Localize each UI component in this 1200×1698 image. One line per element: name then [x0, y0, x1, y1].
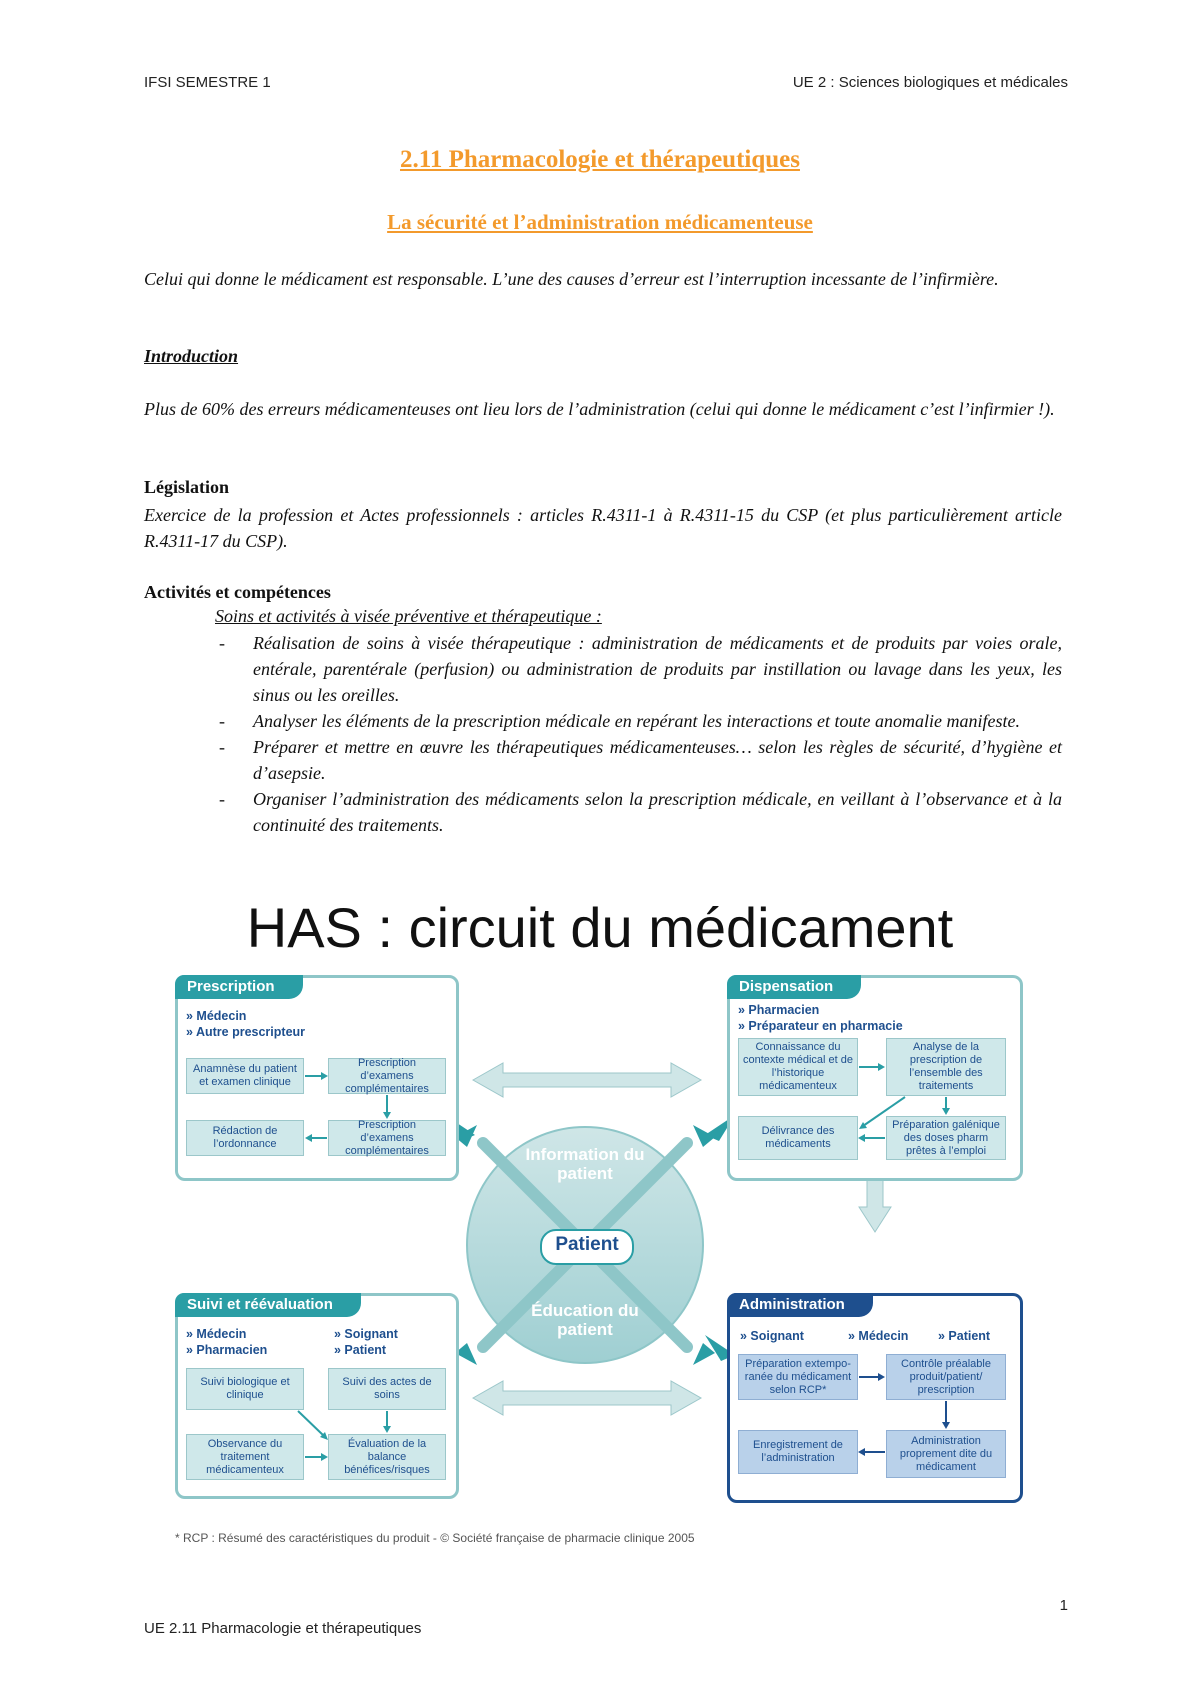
list-item: - Réalisation de soins à visée thérapeutique : administration de médicaments et de produits par voies orale, entérale, parentérale (perfusion) ou administration de produits par instillation ou lavage dans les yeux, les sinus ou les oreilles.: [215, 630, 1062, 708]
panel-prescription-title: Prescription: [175, 975, 303, 999]
center-patient-label: Patient: [555, 1234, 619, 1255]
box-enregistrement: Enregistrement de l’administration: [738, 1430, 858, 1474]
legislation-text: Exercice de la profession et Actes professionnels : articles R.4311-1 à R.4311-15 du CSP (et plus particulièrement article R.4311-17 du CSP).: [144, 505, 1062, 551]
actor-label: » Patient: [938, 1329, 991, 1343]
prescription-arrows: [178, 978, 456, 1178]
center-info-label: Information du patient: [525, 1145, 645, 1183]
box-preparation-extemporanee: Préparation extempo-ranée du médicament selon RCP*: [738, 1354, 858, 1400]
panel-administration: [727, 1293, 1023, 1503]
box-preparation-galenique: Préparation galénique des doses pharm prêtes à l’emploi: [886, 1116, 1006, 1160]
suivi-arrows: [178, 1296, 456, 1496]
double-arrow-bottom: [473, 1381, 701, 1415]
header-right: UE 2 : Sciences biologiques et médicales: [792, 74, 1068, 91]
footer-text: UE 2.11 Pharmacologie et thérapeutiques: [144, 1620, 422, 1637]
panel-suivi: [175, 1293, 459, 1499]
box-delivrance: Délivrance des médicaments: [738, 1116, 858, 1160]
header-left: IFSI SEMESTRE 1: [144, 74, 271, 91]
diagram-footnote: * RCP : Résumé des caractéristiques du produit - © Société française de pharmacie clinique 2005: [175, 1531, 695, 1545]
box-prescription-examens-2: Prescription d’examens complémentaires: [328, 1120, 446, 1156]
panel-suivi-title: Suivi et réévaluation: [175, 1293, 361, 1317]
list-item: - Analyser les éléments de la prescription médicale en repérant les interactions et toute anomalie manifeste.: [215, 708, 1062, 734]
center-education-label: Éducation du patient: [531, 1301, 639, 1339]
intro-paragraph: Celui qui donne le médicament est responsable. L’une des causes d’erreur est l’interruption incessante de l’infirmière.: [144, 269, 999, 289]
actor-label: » Médecin: [186, 1009, 247, 1023]
box-suivi-actes: Suivi des actes de soins: [328, 1368, 446, 1410]
actor-label: » Préparateur en pharmacie: [738, 1019, 903, 1033]
arrowhead-to-administration: [693, 1343, 715, 1365]
box-prescription-examens-1: Prescription d’examens complémentaires: [328, 1058, 446, 1094]
page-number: 1: [1059, 1597, 1068, 1614]
box-analyse-prescription: Analyse de la prescription de l’ensemble des traitements: [886, 1038, 1006, 1096]
actor-label: » Patient: [334, 1343, 387, 1357]
list-item: - Préparer et mettre en œuvre les thérapeutiques médicamenteuses… selon les règles de sécurité, d’hygiène et d’asepsie.: [215, 734, 1062, 786]
introduction-text: Plus de 60% des erreurs médicamenteuses ont lieu lors de l’administration (celui qui donne le médicament c’est l’infirmier !).: [144, 399, 1055, 419]
box-administration-proprement: Administration proprement dite du médicament: [886, 1430, 1006, 1478]
panel-administration-title: Administration: [727, 1293, 873, 1317]
box-redaction-ordonnance: Rédaction de l’ordonnance: [186, 1120, 304, 1156]
actor-label: » Autre prescripteur: [186, 1025, 306, 1039]
introduction-heading: Introduction: [144, 346, 239, 366]
panel-prescription: [175, 975, 459, 1181]
actor-label: » Médecin: [848, 1329, 909, 1343]
actor-label: » Soignant: [334, 1327, 398, 1341]
box-anamnese: Anamnèse du patient et examen clinique: [186, 1058, 304, 1094]
legislation-heading: Législation: [144, 477, 230, 497]
dispensation-arrows: [730, 978, 1020, 1178]
panel-dispensation-title: Dispensation: [727, 975, 861, 999]
actor-label: » Soignant: [740, 1329, 804, 1343]
administration-arrows: [730, 1296, 1020, 1500]
box-connaissance-contexte: Connaissance du contexte médical et de l’historique médicamenteux: [738, 1038, 858, 1096]
box-observance: Observance du traitement médicamenteux: [186, 1434, 304, 1480]
diagram-title: HAS : circuit du médicament: [246, 896, 954, 959]
box-controle-prealable: Contrôle préalable produit/patient/ prescription: [886, 1354, 1006, 1400]
actor-label: » Pharmacien: [738, 1003, 820, 1017]
actor-label: » Pharmacien: [186, 1343, 268, 1357]
page-title: 2.11 Pharmacologie et thérapeutiques: [400, 146, 800, 173]
box-suivi-biologique: Suivi biologique et clinique: [186, 1368, 304, 1410]
activites-subheading: Soins et activités à visée préventive et thérapeutique :: [215, 606, 602, 626]
actor-label: » Médecin: [186, 1327, 247, 1341]
list-item: - Organiser l’administration des médicaments selon la prescription médicale, en veillant à l’observance et à la continuité des traitements.: [215, 786, 1062, 838]
panel-dispensation: [727, 975, 1023, 1181]
activites-list: [215, 630, 1062, 838]
double-arrow-top: [473, 1063, 701, 1097]
page-subtitle: La sécurité et l’administration médicamenteuse: [387, 210, 813, 234]
activites-heading: Activités et compétences: [144, 582, 331, 602]
box-evaluation: Évaluation de la balance bénéfices/risques: [328, 1434, 446, 1480]
circuit-diagram: [175, 975, 1035, 1515]
